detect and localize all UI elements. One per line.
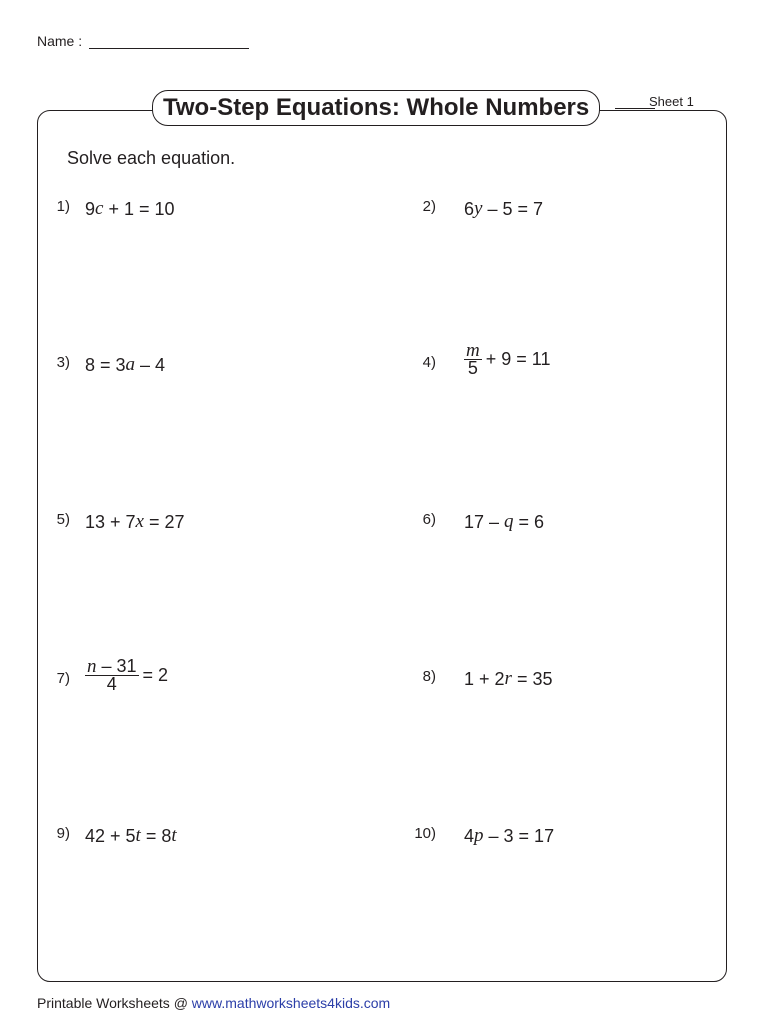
problem-number: 9) [56, 825, 70, 842]
name-blank-line[interactable] [89, 34, 249, 49]
equation: 4 p – 3 = 17 [464, 825, 555, 846]
sheet-label: Sheet 1 [649, 94, 694, 109]
problem-number: 10) [414, 825, 436, 842]
problem-number: 6) [422, 511, 436, 528]
name-label: Name : [37, 33, 83, 49]
equation: 42 + 5 t = 8 t [85, 825, 177, 846]
problem-number: 4) [422, 354, 436, 371]
problem-number: 1) [56, 198, 70, 215]
equation: 6 y – 5 = 7 [464, 198, 544, 219]
equation: 13 + 7 x = 27 [85, 511, 185, 532]
name-field [37, 33, 249, 49]
footer-prefix: Printable Worksheets @ [37, 995, 192, 1011]
problem-number: 5) [56, 511, 70, 528]
worksheet-title: Two-Step Equations: Whole Numbers [152, 90, 600, 126]
fraction: $\frac{n - 31}{4}$ [87, 656, 137, 694]
fraction: $\frac{m}{5}$ [466, 340, 480, 378]
equation: 8 = 3 a – 4 [85, 354, 166, 375]
problem-number: 2) [422, 198, 436, 215]
footer [37, 995, 390, 1011]
equation: 1 + 2 r = 35 [464, 668, 553, 689]
worksheet-frame [37, 110, 727, 982]
equation: 17 – q = 6 [464, 511, 545, 532]
problem-number: 8) [422, 668, 436, 685]
problem-number: 3) [56, 354, 70, 371]
equation: $\frac{m}{5}$ + 9 = 11 [466, 340, 551, 378]
equation: $\frac{n - 31}{4}$ = 2 [87, 656, 169, 694]
equation: 9 c + 1 = 10 [85, 198, 175, 219]
instructions: Solve each equation. [67, 148, 236, 168]
footer-link[interactable]: www.mathworksheets4kids.com [191, 995, 391, 1011]
problem-number: 7) [56, 670, 70, 687]
